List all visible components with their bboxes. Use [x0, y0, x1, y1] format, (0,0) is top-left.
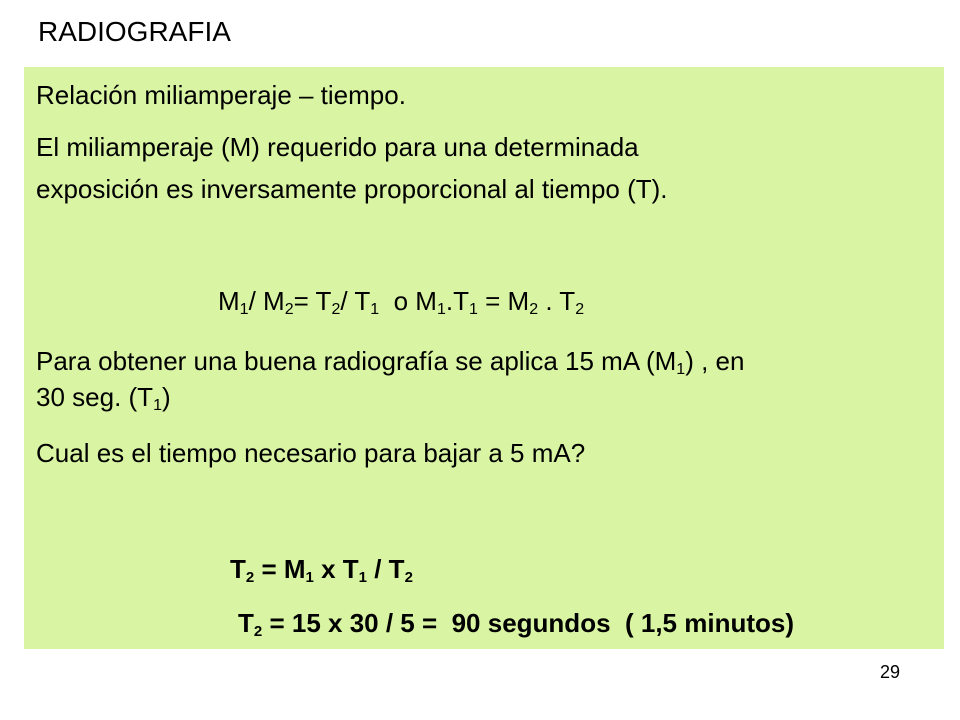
solution-text: x T: [313, 554, 359, 584]
formula-sub: 2: [331, 301, 341, 318]
solution-sub: 1: [305, 569, 314, 586]
paragraph-1-line-2: exposición es inversamente proporcional al tiempo (T).: [36, 174, 668, 204]
paragraph-2-line-2: [36, 381, 171, 413]
page-number: 29: [880, 662, 901, 682]
slide-title: RADIOGRAFIA: [38, 16, 231, 47]
paragraph-2-line-1: [36, 345, 744, 377]
paragraph-2-text: Para obtener una buena radiografía se aplica 15 mA (M: [36, 346, 677, 376]
formula-t: T: [559, 286, 576, 316]
formula-t: T: [315, 286, 332, 316]
paragraph-2-text: ) , en: [685, 346, 745, 376]
paragraph-2-text: 30 seg. (T: [36, 382, 154, 412]
formula-sub: 1: [436, 301, 446, 318]
content-panel: [24, 67, 944, 649]
solution-sub: 2: [245, 569, 255, 586]
solution-sub: 1: [358, 569, 368, 586]
formula-op: =: [293, 286, 316, 316]
subtitle: Relación miliamperaje – tiempo.: [36, 80, 406, 110]
solution-equation: [230, 553, 413, 585]
solution-text: = M: [254, 554, 306, 584]
paragraph-2-text: ): [161, 382, 171, 412]
formula-m: M: [507, 286, 530, 316]
formula-sub: 2: [575, 301, 585, 318]
formula-sub: 2: [284, 301, 294, 318]
solution-sub: 2: [253, 623, 263, 640]
solution-text: = 15 x 30 / 5 = 90 segundos ( 1,5 minutos): [262, 608, 794, 638]
solution-t: T: [230, 554, 246, 584]
formula-m: M: [415, 286, 437, 316]
formula-op: /: [248, 286, 264, 316]
solution-result: [238, 607, 794, 639]
formula-op: /: [340, 286, 355, 316]
formula-op: .: [445, 286, 454, 316]
formula-m: M: [218, 286, 240, 316]
formula-op: =: [477, 286, 508, 316]
formula-sub: 1: [468, 301, 478, 318]
question: Cual es el tiempo necesario para bajar a 5 mA?: [36, 438, 586, 468]
formula-t: T: [354, 286, 371, 316]
formula-sub: 2: [529, 301, 539, 318]
formula-sub: 1: [370, 301, 380, 318]
proportion-formula: [218, 285, 584, 317]
solution-text: / T: [367, 554, 405, 584]
solution-sub: 2: [404, 569, 413, 586]
formula-op: .: [538, 286, 560, 316]
formula-op: o: [379, 286, 416, 316]
paragraph-2-sub: 1: [153, 397, 162, 414]
formula-sub: 1: [239, 301, 249, 318]
formula-m: M: [263, 286, 285, 316]
paragraph-1-line-1: El miliamperaje (M) requerido para una determinada: [36, 132, 639, 162]
paragraph-2-sub: 1: [676, 361, 686, 378]
formula-t: T: [453, 286, 469, 316]
solution-t: T: [238, 608, 254, 638]
